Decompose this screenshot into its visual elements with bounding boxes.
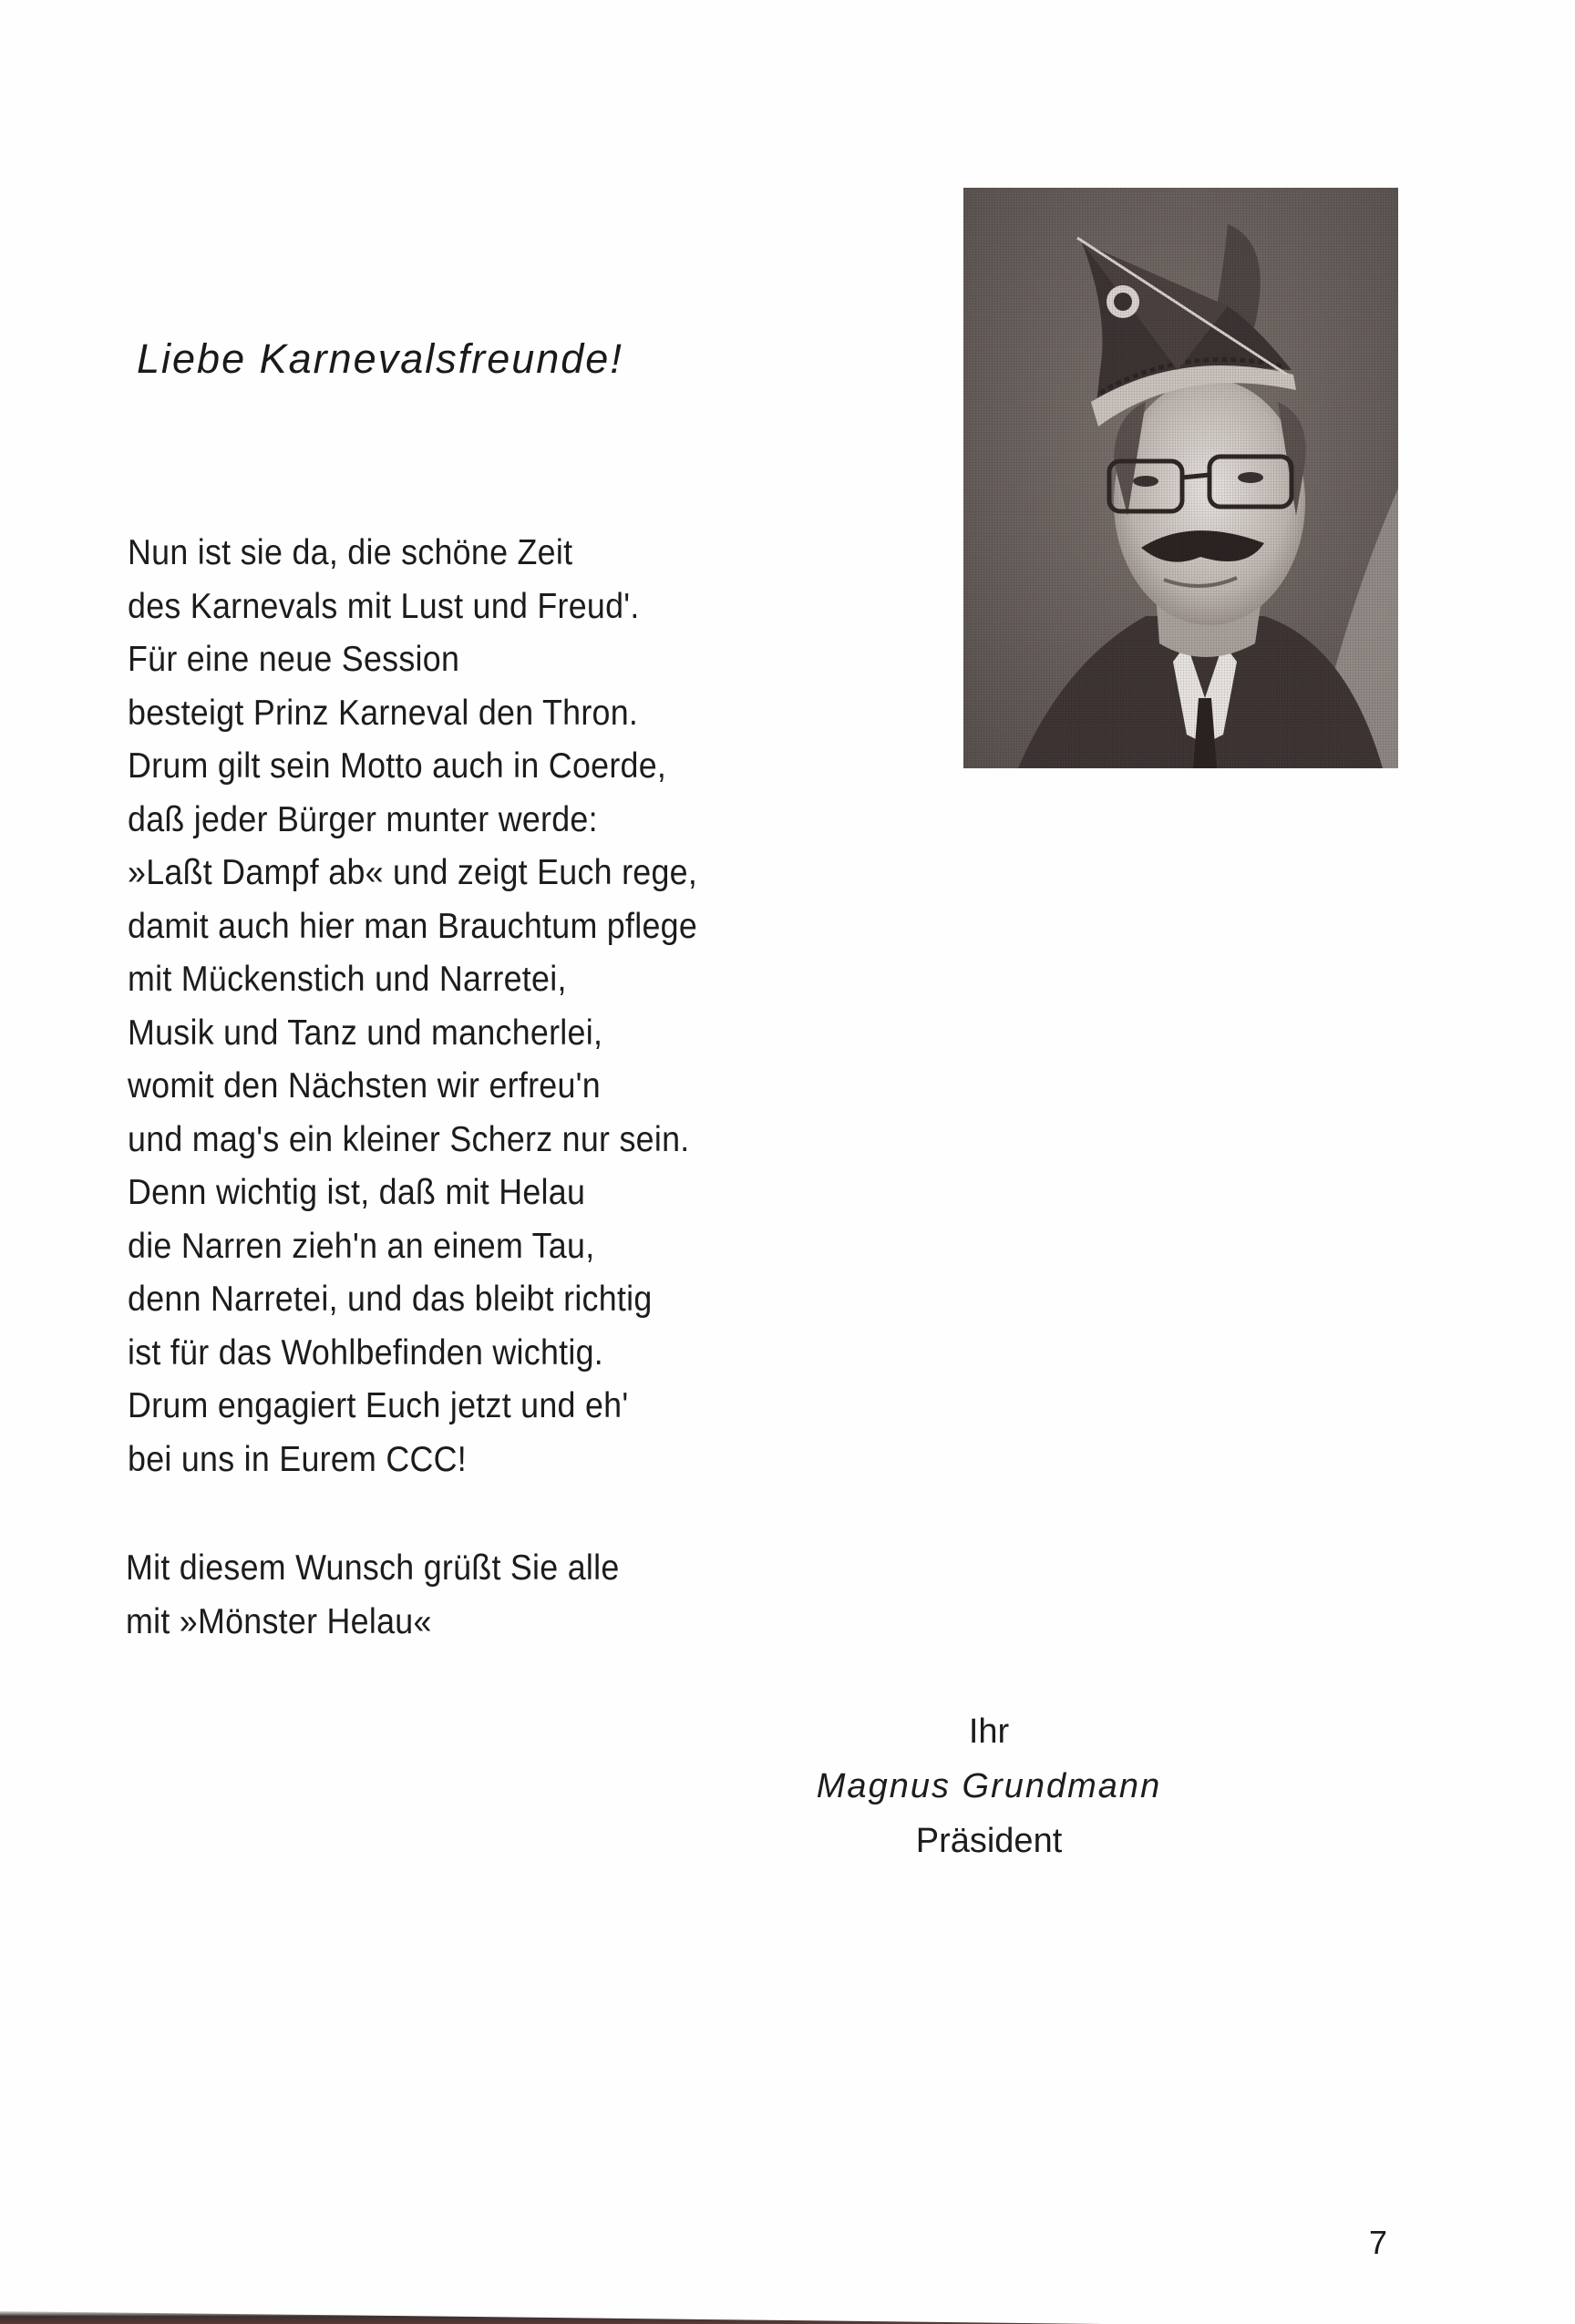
poem-line: besteigt Prinz Karneval den Thron. [128, 693, 639, 733]
poem-line: Denn wichtig ist, daß mit Helau [128, 1173, 586, 1212]
poem-line: des Karnevals mit Lust und Freud'. [128, 586, 640, 626]
poem-line: Für eine neue Session [128, 640, 460, 679]
poem-line: Nun ist sie da, die schöne Zeit [128, 533, 573, 572]
poem-line: und mag's ein kleiner Scherz nur sein. [128, 1119, 690, 1159]
poem-line: Musik und Tanz und mancherlei, [128, 1013, 603, 1053]
poem-line: damit auch hier man Brauchtum pflege [128, 906, 698, 946]
poem-line: daß jeder Bürger munter werde: [128, 799, 598, 839]
portrait-image [963, 188, 1398, 768]
poem-line: mit Mückenstich und Narretei, [128, 960, 567, 999]
closing-line: mit »Mönster Helau« [126, 1601, 432, 1641]
poem-line: bei uns in Eurem CCC! [128, 1439, 468, 1479]
signature-title: Präsident [915, 1822, 1063, 1860]
page-number: 7 [1369, 2224, 1388, 2261]
portrait-photo [963, 188, 1398, 768]
greeting-heading: Liebe Karnevalsfreunde! [137, 335, 623, 382]
poem-line: ist für das Wohlbefinden wichtig. [128, 1332, 604, 1373]
poem-line: Drum engagiert Euch jetzt und eh' [128, 1386, 629, 1425]
poem-line: womit den Nächsten wir erfreu'n [128, 1066, 601, 1105]
poem [128, 527, 740, 1486]
poem-line: die Narren zieh'n an einem Tau, [128, 1226, 595, 1266]
signature-block [784, 1704, 1194, 1868]
signature-salutation: Ihr [968, 1712, 1010, 1751]
poem-line: Drum gilt sein Motto auch in Coerde, [128, 746, 667, 786]
signature-name: Magnus Grundmann [816, 1767, 1162, 1805]
scan-bottom-edge [0, 2311, 1575, 2324]
closing-text [126, 1542, 656, 1649]
closing-line: Mit diesem Wunsch grüßt Sie alle [126, 1548, 620, 1588]
poem-line: denn Narretei, und das bleibt richtig [128, 1280, 653, 1319]
poem-line: »Laßt Dampf ab« und zeigt Euch rege, [128, 853, 698, 892]
